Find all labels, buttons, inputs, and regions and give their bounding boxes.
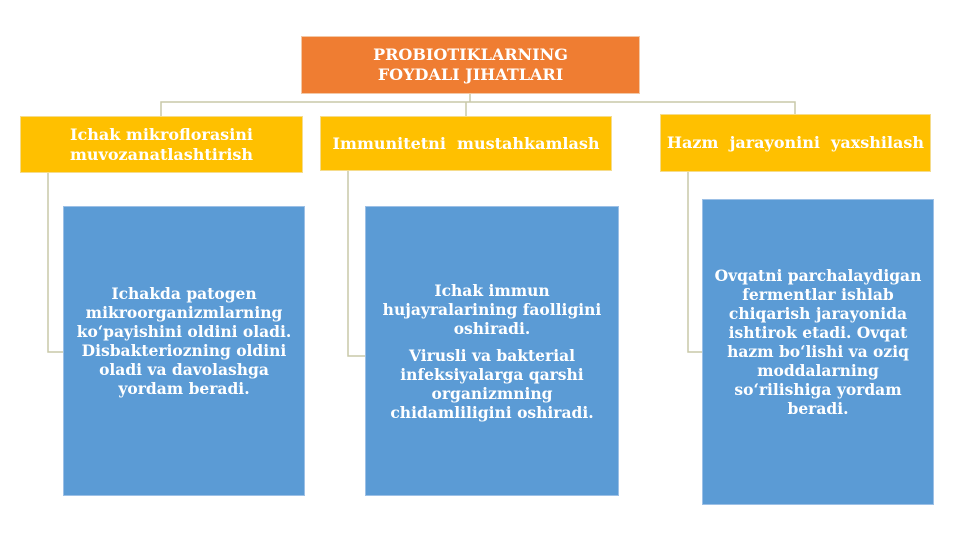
detail-node-2 — [365, 206, 619, 496]
detail-node-3 — [702, 199, 934, 505]
category-node-1 — [20, 116, 303, 173]
category-node-3 — [660, 114, 931, 172]
root-node — [301, 36, 640, 94]
branch-3-connector — [688, 172, 702, 352]
category-1-title-line-2: muvozanatlashtirish — [69, 144, 254, 164]
category-1-title-line-1: Ichak mikroflorasini — [70, 124, 253, 144]
detail-2-text-1: Ichak immun hujayralarining faolligini oshiradi. — [382, 280, 602, 338]
detail-node-1 — [63, 206, 305, 496]
detail-3-text: Ovqatni parchalaydigan fermentlar ishlab chiqarish jarayonida ishtirok etadi. Ovqat hazm bo‘lishi va oziq moddalarning so‘rilishiga yordam beradi. — [714, 266, 922, 418]
branch-2-connector — [348, 171, 365, 356]
category-2-title: Immunitetni mustahkamlash — [332, 133, 600, 153]
root-title-line-1: PROBIOTIKLARNING — [373, 45, 568, 64]
category-3-title: Hazm jarayonini yaxshilash — [666, 133, 925, 152]
detail-1-text: Ichakda patogen mikroorganizmlarning ko‘payishini oldini oladi. Disbakteriozning oldini oladi va davolashga yordam beradi. — [76, 284, 292, 398]
detail-2-text-2: Virusli va bakterial infeksiyalarga qarshi organizmning chidamliligini oshiradi. — [390, 345, 594, 422]
root-title-line-2: FOYDALI JIHATLARI — [377, 65, 564, 84]
category-node-2 — [320, 116, 612, 171]
branch-1-connector — [48, 173, 63, 352]
